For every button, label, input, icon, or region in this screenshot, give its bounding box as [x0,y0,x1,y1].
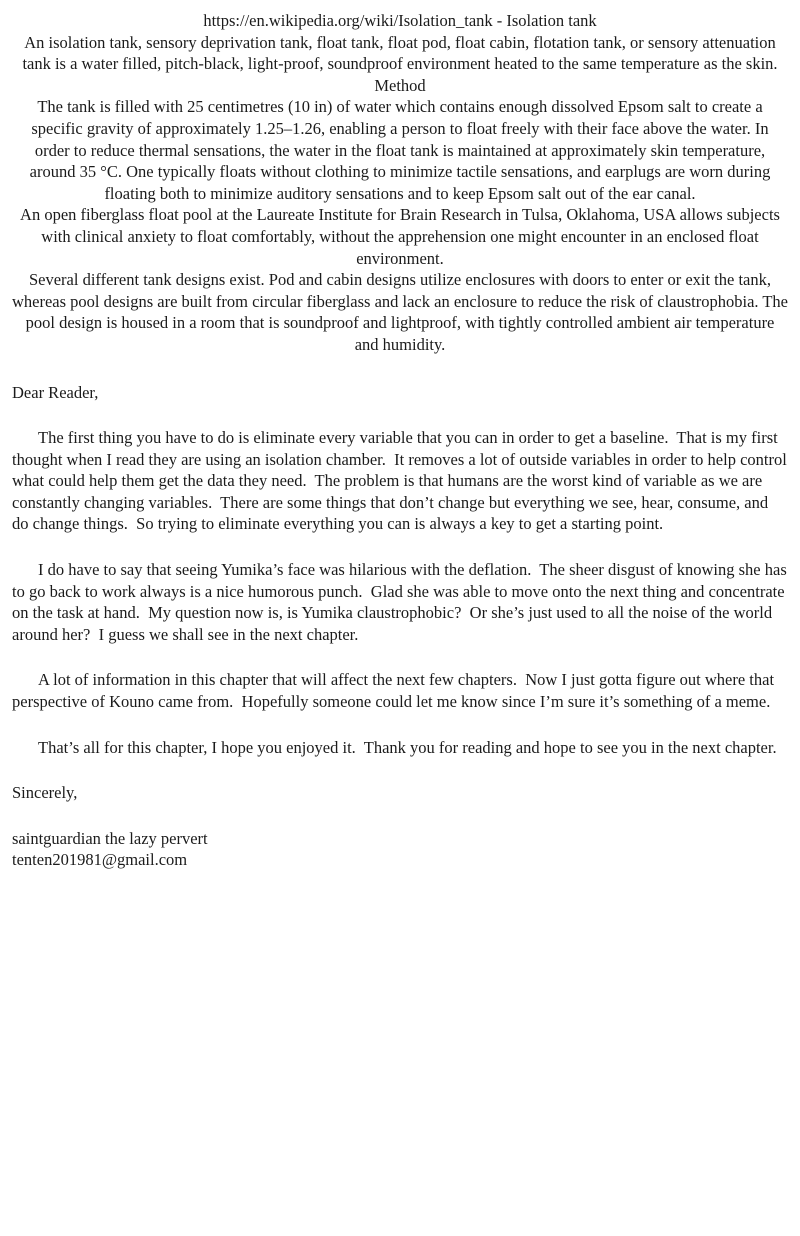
tank-designs-paragraph: Several different tank designs exist. Pod and cabin designs utilize enclosures with doors to enter or exit the tank, whereas pool designs are built from circular fiberglass and lack an enclosure to reduce the risk of claustrophobia. The pool design is housed in a room that is soundproof and lightproof, with tightly controlled ambient air temperature and humidity. [12,270,788,354]
intro-paragraph: An isolation tank, sensory deprivation tank, float tank, float pod, float cabin, flotation tank, or sensory attenuation tank is a water filled, pitch-black, light-proof, soundproof environment heated to the same temperature as the skin. [22,32,778,74]
letter-paragraph-yumika: I do have to say that seeing Yumika’s face was hilarious with the deflation. The sheer disgust of knowing she has to go back to work always is a nice humorous punch. Glad she was able to move onto the next thing and concentrate on the task at hand. My question now is, is Yumika claustrophobic? Or she’s just used to all the noise of the world around her? I guess we shall see in the next chapter. [12,560,791,644]
source-link-line: https://en.wikipedia.org/wiki/Isolation_tank - Isolation tank [203,11,597,30]
wiki-excerpt [12,10,788,356]
letter-paragraph-thanks: That’s all for this chapter, I hope you enjoyed it. Thank you for reading and hope to see you in the next chapter. [38,737,777,757]
letter-paragraph-kouno: A lot of information in this chapter that will affect the next few chapters. Now I just gotta figure out where that perspective of Kouno came from. Hopefully someone could let me know since I’m sure it’s something of a meme. [12,670,779,712]
closing: Sincerely, [12,783,78,803]
method-heading: Method [374,75,426,95]
signature-email: tenten201981@gmail.com [12,850,188,870]
signature-name: saintguardian the lazy pervert [12,828,208,848]
signature-block [12,828,788,871]
float-pool-paragraph: An open fiberglass float pool at the Laureate Institute for Brain Research in Tulsa, Oklahoma, USA allows subjects with clinical anxiety to float comfortably, without the apprehension one might encounter in an enclosed float environment. [20,205,780,268]
letter-paragraph-baseline: The first thing you have to do is eliminate every variable that you can in order to get a baseline. That is my first thought when I read they are using an isolation chamber. It removes a lot of outside variables in order to help control what could help them get the data they need. The problem is that humans are the worst kind of variable as we are constantly changing variables. There are some things that don’t change but everything we see, hear, consume, and do change things. So trying to eliminate everything you can is always a key to get a starting point. [12,428,791,534]
reader-letter [12,382,791,872]
method-paragraph: The tank is filled with 25 centimetres (10 in) of water which contains enough dissolved Epsom salt to create a specific gravity of approximately 1.25–1.26, enabling a person to float freely with their face above the water. In order to reduce thermal sensations, the water in the float tank is maintained at approximately skin temperature, around 35 °C. One typically floats without clothing to minimize tactile sensations, and earplugs are worn during floating both to minimize auditory sensations and to keep Epsom salt out of the ear canal. [29,97,771,203]
salutation: Dear Reader, [12,382,99,402]
